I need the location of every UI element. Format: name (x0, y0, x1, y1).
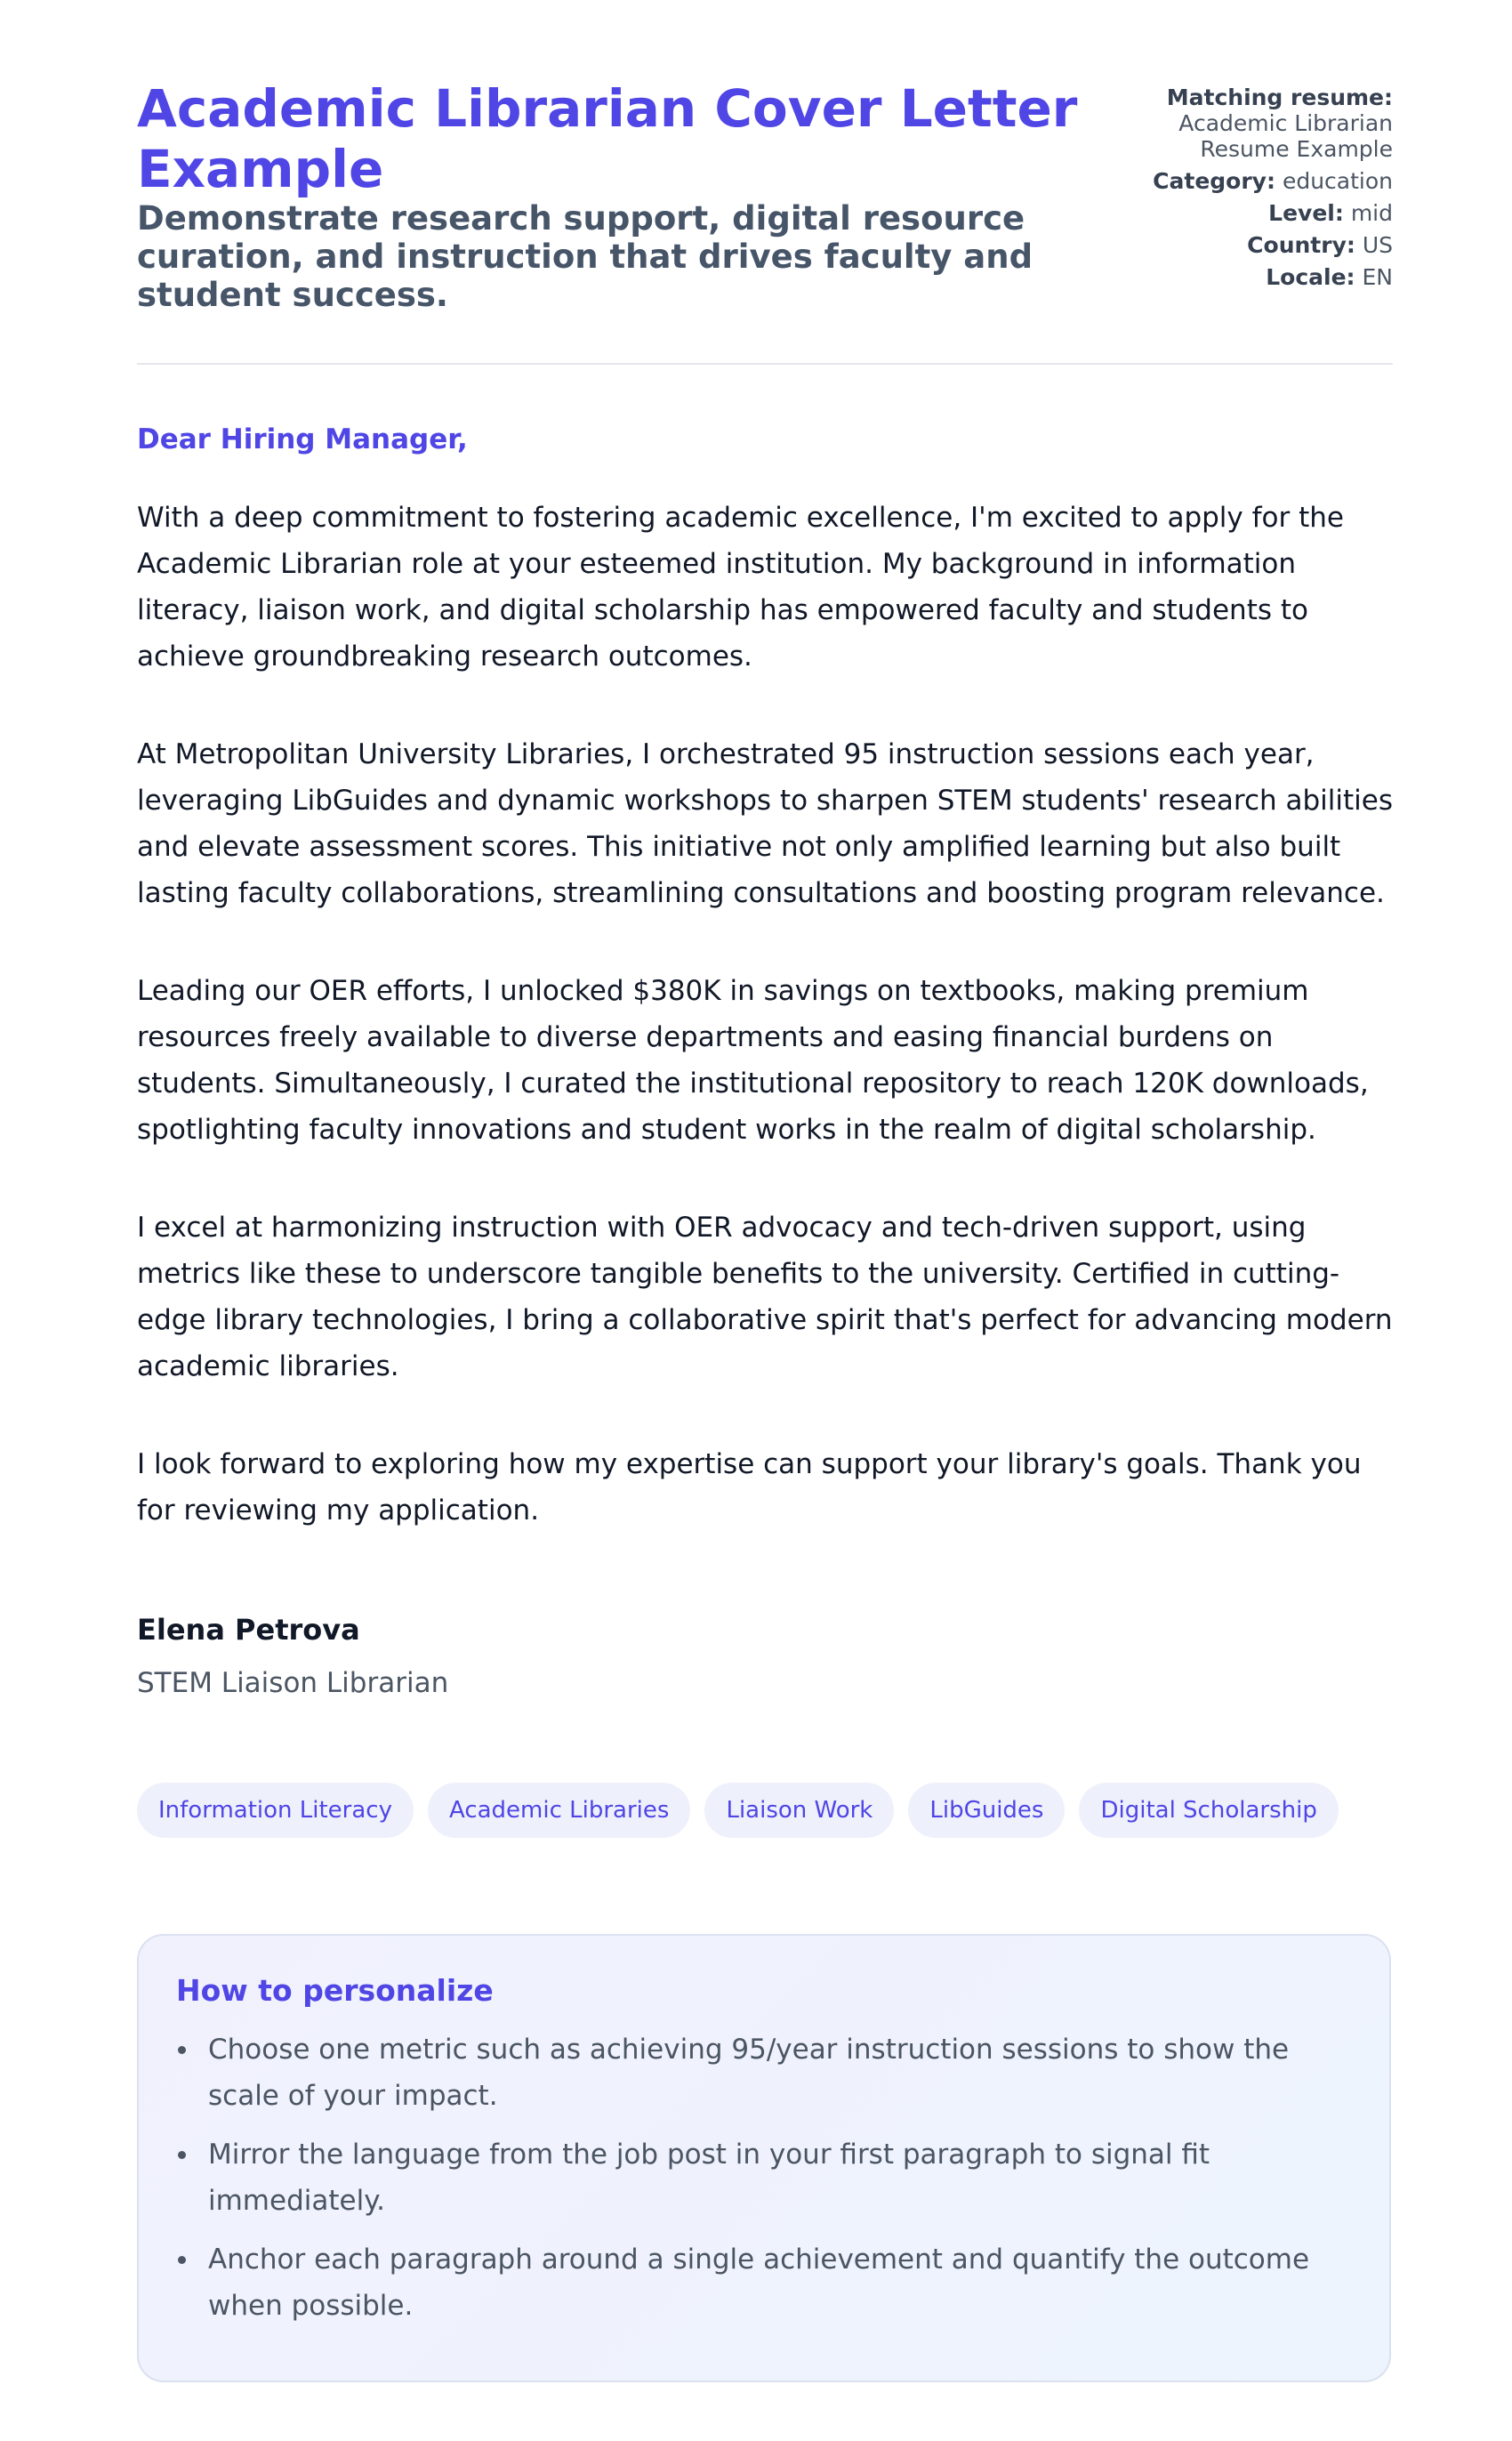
meta-locale-label: Locale: (1266, 264, 1355, 290)
page-subtitle: Demonstrate research support, digital resource curation, and instruction that drives faculty and student success. (137, 199, 1033, 314)
meta-category (1099, 168, 1393, 194)
page-title: Academic Librarian Cover Letter Example (137, 78, 1078, 199)
meta-country (1099, 232, 1393, 258)
tip-text: Mirror the language from the job post in your first paragraph to signal fit immediately. (208, 2139, 1210, 2217)
signer-title: STEM Liaison Librarian (137, 1667, 449, 1699)
cover-letter-page (137, 0, 1393, 2322)
meta-level-label: Level: (1268, 200, 1344, 226)
meta-matching-resume (1099, 85, 1393, 162)
meta-country-label: Country: (1247, 232, 1355, 258)
meta-category-value: education (1282, 168, 1393, 194)
bullet-icon (178, 2046, 186, 2054)
meta-matching-resume-label: Matching resume: (1166, 85, 1393, 110)
letter-paragraph: At Metropolitan University Libraries, I orchestrated 95 instruction sessions each year, leveraging LibGuides and dynamic workshops to sharpen STEM students' research abilities and elevate assessment scores. This initiative not only amplified learning but also built lasting faculty collaborations, streamlining consultations and boosting program relevance. (137, 738, 1393, 909)
personalize-tips-box (137, 1934, 1391, 2382)
skill-tag: Information Literacy (137, 1783, 414, 1838)
meta-level (1099, 200, 1393, 226)
tip-text: Anchor each paragraph around a single achievement and quantify the outcome when possible. (208, 2244, 1310, 2322)
letter-paragraph: I excel at harmonizing instruction with OER advocacy and tech-driven support, using metrics like these to underscore tangible benefits to the university. Certified in cutting-edge library technologies, I bring a collaborative spirit that's perfect for advancing modern academic libraries. (137, 1212, 1393, 1382)
letter-paragraph: With a deep commitment to fostering academic excellence, I'm excited to apply for the Academic Librarian role at your esteemed institution. My background in information literacy, liaison work, and digital scholarship has empowered faculty and students to achieve groundbreaking research outcomes. (137, 502, 1344, 673)
meta-panel (1099, 85, 1393, 296)
meta-locale (1099, 264, 1393, 290)
tip-text: Choose one metric such as achieving 95/year instruction sessions to show the scale of your impact. (208, 2034, 1290, 2112)
tips-title: How to personalize (176, 1973, 494, 2008)
meta-matching-resume-value: Academic Librarian Resume Example (1178, 110, 1393, 162)
letter-paragraph: Leading our OER efforts, I unlocked $380K in savings on textbooks, making premium resources freely available to diverse departments and easing financial burdens on students. Simultaneously, I curated the institutional repository to reach 120K downloads, spotlighting faculty innovations and student works in the realm of digital scholarship. (137, 975, 1369, 1146)
tip-item (208, 2236, 1352, 2329)
signer-name: Elena Petrova (137, 1613, 360, 1647)
meta-level-value: mid (1350, 200, 1393, 226)
letter-header (137, 0, 1393, 365)
tips-list (176, 2026, 1352, 2329)
bullet-icon (178, 2151, 186, 2159)
skill-tag: Academic Libraries (428, 1783, 690, 1838)
meta-category-label: Category: (1153, 168, 1275, 194)
letter-paragraph: I look forward to exploring how my expertise can support your library's goals. Thank you for reviewing my application. (137, 1448, 1362, 1527)
letter-body (137, 495, 1393, 1585)
skill-tag: Digital Scholarship (1079, 1783, 1338, 1838)
tip-item (208, 2026, 1352, 2119)
tip-item (208, 2131, 1352, 2224)
letter-greeting: Dear Hiring Manager, (137, 423, 468, 455)
meta-country-value: US (1362, 232, 1393, 258)
skill-tag: Liaison Work (704, 1783, 894, 1838)
meta-locale-value: EN (1362, 264, 1393, 290)
bullet-icon (178, 2256, 186, 2264)
skill-tag: LibGuides (908, 1783, 1065, 1838)
skill-tags (137, 1783, 1339, 1838)
